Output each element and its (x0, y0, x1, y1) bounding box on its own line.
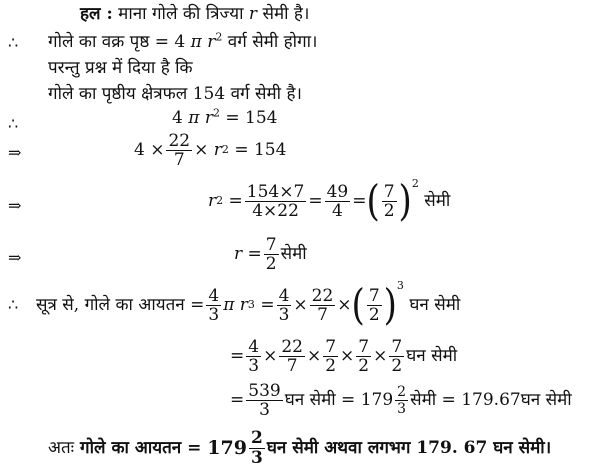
fraction (367, 287, 382, 324)
unit: घन सेमी (520, 390, 572, 410)
therefore-symbol: ∴ (8, 33, 19, 52)
fraction (277, 287, 292, 324)
variable-r: r (248, 4, 258, 24)
therefore-symbol: ∴ (8, 295, 19, 314)
text: वर्ग सेमी होगा। (227, 32, 318, 52)
text: गोले का वक्र पृष्ठ = 4 (48, 32, 186, 52)
fraction (246, 382, 282, 419)
solution-line-3: परन्तु प्रश्न में दिया है कि (48, 58, 193, 78)
text: अतः (48, 438, 75, 458)
fraction (246, 338, 261, 375)
numerator: 539 (248, 380, 281, 401)
mixed-number (361, 384, 410, 417)
left-paren: ( (351, 280, 365, 330)
whole-part: 179 (207, 437, 247, 459)
times: × (293, 295, 308, 315)
right-paren: ) (398, 176, 412, 226)
fraction (264, 236, 279, 273)
denominator: 3 (397, 400, 407, 417)
variable-r: r (239, 295, 248, 315)
fraction (206, 287, 221, 324)
mixed-number (207, 429, 267, 468)
right-paren: ) (383, 280, 397, 330)
numerator: 7 (265, 234, 277, 255)
unit: सेमी (424, 191, 451, 211)
numerator: 2 (250, 427, 263, 448)
exponent: 2 (215, 30, 223, 44)
numerator: 7 (358, 336, 370, 357)
text: = 154 (234, 140, 287, 160)
variable-r: r (208, 191, 217, 211)
text: सूत्र से, गोले का आयतन = (36, 295, 205, 315)
equation-line-7: r 2 = $\frac{154\times 7}{4\times 22}$ = $\frac{49}{4}$ = ( $\frac{7}{2}$ ) 2 सेमी (208, 176, 451, 226)
equals: = (352, 191, 367, 211)
numerator: 154×7 (246, 181, 305, 202)
solution-line-4: गोले का पृष्ठीय क्षेत्रफल 154 वर्ग सेमी है। (48, 84, 302, 104)
variable-r: r (204, 108, 213, 128)
fraction (395, 384, 408, 417)
equals: = (230, 390, 245, 410)
equation-line-5 (172, 108, 277, 128)
numerator: 4 (278, 285, 290, 306)
denominator: 2 (265, 253, 277, 274)
fraction (279, 338, 305, 375)
pi-symbol: π (190, 32, 202, 52)
equation-line-10 (230, 334, 457, 378)
denominator: 3 (259, 399, 270, 420)
fraction (325, 183, 351, 220)
times: × (337, 295, 352, 315)
fraction (166, 132, 192, 169)
numerator: 7 (368, 285, 380, 306)
numerator: 4 (248, 336, 260, 357)
denominator: 3 (248, 355, 260, 376)
implies-arrow: ⇒ (8, 248, 22, 267)
numerator: 4 (208, 285, 220, 306)
variable-r: r (213, 140, 222, 160)
denominator: 2 (391, 355, 403, 376)
equals: = (228, 191, 243, 211)
times: × (263, 346, 278, 366)
implies-arrow: ⇒ (8, 196, 22, 215)
solution-line-1 (80, 4, 309, 24)
numerator: 7 (325, 336, 337, 357)
denominator: 3 (208, 304, 220, 325)
equation-line-8 (234, 232, 307, 276)
denominator: 2 (383, 200, 395, 221)
unit: घन सेमी (409, 295, 461, 315)
conclusion-line (48, 424, 551, 472)
unit: सेमी = (410, 390, 456, 410)
denominator: 3 (278, 304, 290, 325)
numerator: 49 (326, 181, 349, 202)
text: × (194, 140, 209, 160)
variable-r: r (207, 32, 216, 52)
denominator: 3 (250, 447, 263, 468)
equals: = (230, 346, 245, 366)
decimal-value: 179.67 (461, 390, 521, 410)
unit: घन सेमी (406, 346, 458, 366)
fraction (323, 338, 338, 375)
numerator: 22 (311, 285, 334, 306)
unit: घन सेमी = (284, 390, 356, 410)
denominator: 7 (173, 149, 185, 170)
pi-symbol: π (188, 108, 200, 128)
denominator: 4×22 (252, 200, 299, 221)
text: माना गोले की त्रिज्या (118, 4, 244, 24)
whole-part: 179 (360, 390, 394, 410)
denominator: 7 (317, 304, 328, 325)
numerator: 7 (391, 336, 403, 357)
denominator: 2 (358, 355, 370, 376)
fraction (245, 183, 307, 220)
equation-line-9: सूत्र से, गोले का आयतन = $\frac{4}{3}$ π r 3 = $\frac{4}{3}$ × $\frac{22}{7}$ × ( $\frac{7}{2}$ ) 3 घन सेमी (36, 279, 461, 330)
implies-arrow: ⇒ (8, 143, 22, 162)
text: 4 (172, 108, 183, 128)
numerator: 2 (397, 383, 407, 400)
therefore-symbol: ∴ (8, 114, 19, 133)
fraction (356, 338, 371, 375)
equals: = (260, 295, 275, 315)
text: गोले का आयतन = (80, 438, 202, 458)
text: घन सेमी अथवा लगभग 179. 67 घन सेमी। (266, 438, 552, 458)
fraction (382, 183, 397, 220)
numerator: 7 (383, 181, 395, 202)
pi-symbol: π (223, 295, 235, 315)
times: × (373, 346, 388, 366)
equation-line-11 (230, 378, 572, 422)
denominator: 7 (286, 355, 298, 376)
exponent: 2 (212, 106, 220, 120)
text: सेमी है। (262, 4, 310, 24)
text: 4 × (134, 140, 165, 160)
variable-r: r (234, 244, 243, 264)
denominator: 2 (325, 355, 337, 376)
fraction (249, 429, 265, 468)
unit: सेमी (280, 244, 307, 264)
times: × (306, 346, 322, 366)
left-paren: ( (366, 176, 380, 226)
text: = 154 (225, 108, 278, 128)
times: × (340, 346, 355, 366)
equation-line-6: 4 × $\frac{22}{7}$ × r 2 = 154 (134, 130, 287, 170)
solution-line-2 (48, 32, 318, 52)
equals: = (247, 244, 262, 264)
fraction (310, 287, 336, 324)
solution-label: हल : (80, 4, 113, 24)
fraction (389, 338, 404, 375)
denominator: 4 (331, 200, 343, 221)
numerator: 22 (168, 130, 191, 151)
numerator: 22 (281, 336, 303, 357)
denominator: 2 (368, 304, 380, 325)
equals: = (308, 191, 323, 211)
